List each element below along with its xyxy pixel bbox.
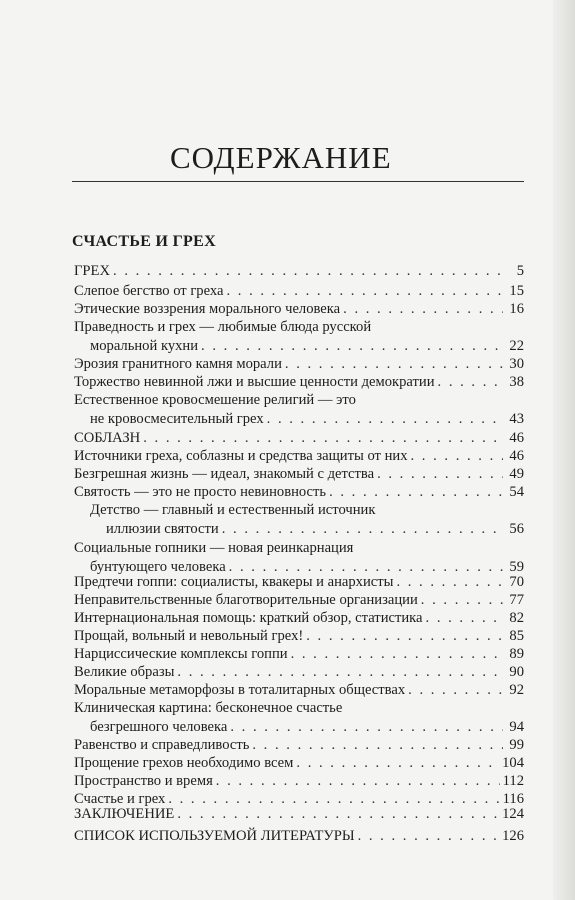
toc-entry — [74, 645, 524, 664]
toc-entry-title: СОБЛАЗН — [74, 430, 141, 446]
toc-entry — [90, 501, 524, 539]
dot-leader — [291, 645, 503, 664]
section-title: СЧАСТЬЕ И ГРЕХ — [72, 233, 216, 250]
toc-entry-title: Интернациональная помощь: краткий обзор, статистика — [74, 610, 423, 626]
toc-entry-line — [90, 501, 524, 520]
toc-page-number: 89 — [509, 646, 524, 662]
toc-entry-line — [74, 718, 524, 737]
toc-page-number: 112 — [502, 773, 524, 789]
page-title: СОДЕРЖАНИЕ — [170, 140, 392, 175]
toc-page-number: 94 — [509, 719, 524, 735]
dot-leader — [358, 827, 500, 846]
toc-entry-line — [74, 627, 524, 646]
toc-entry-line — [74, 429, 524, 448]
toc-entry — [74, 282, 524, 301]
toc-page-number: 46 — [509, 448, 524, 464]
toc-entry-title: Неправительственные благотворительные организации — [74, 592, 418, 608]
dot-leader — [408, 681, 503, 700]
toc-entry-line — [74, 373, 524, 392]
toc-page-number: 43 — [509, 411, 524, 427]
toc-page-number: 124 — [502, 806, 524, 822]
toc-entry-title: Равенство и справедливость — [74, 737, 250, 753]
toc-page-number: 56 — [509, 521, 524, 537]
dot-leader — [411, 447, 504, 466]
toc-entry — [74, 429, 524, 448]
dot-leader — [230, 718, 503, 737]
dot-leader — [252, 736, 503, 755]
dot-leader — [113, 262, 503, 281]
toc-entry — [74, 663, 524, 682]
toc-entry-line — [74, 337, 524, 356]
toc-entry-title: Этические воззрения морального человека — [74, 301, 341, 317]
dot-leader — [296, 754, 499, 773]
toc-entry — [74, 699, 524, 737]
toc-entry-line — [74, 391, 524, 410]
toc-page-number: 5 — [516, 263, 524, 279]
page-edge-shadow — [553, 0, 575, 900]
toc-entry-title: безгрешного человека — [90, 719, 228, 735]
dot-leader — [426, 609, 503, 628]
toc-entry-title: Прощение грехов необходимо всем — [74, 755, 294, 771]
toc-entry — [74, 827, 524, 846]
toc-entry-line — [74, 699, 524, 718]
title-underline — [72, 181, 524, 182]
toc-entry-title: Прощай, вольный и невольный грех! — [74, 628, 304, 644]
toc-entry-title: Слепое бегство от греха — [74, 283, 224, 299]
toc-page-number: 54 — [509, 484, 524, 500]
toc-page-number: 38 — [509, 374, 524, 390]
toc-entry — [74, 355, 524, 374]
toc-entry-line — [74, 827, 524, 846]
dot-leader — [201, 337, 503, 356]
toc-page-number: 30 — [509, 356, 524, 372]
toc-entry-title: Счастье и грех — [74, 791, 166, 807]
toc-page-number: 116 — [502, 791, 524, 807]
toc-entry — [74, 391, 524, 429]
toc-entry-title: Источники греха, соблазны и средства защиты от них — [74, 448, 408, 464]
toc-entry — [74, 447, 524, 466]
toc-entry — [74, 681, 524, 700]
toc-entry-line — [74, 355, 524, 374]
toc-entry-title: СПИСОК ИСПОЛЬЗУЕМОЙ ЛИТЕРАТУРЫ — [74, 828, 355, 844]
toc-entry — [74, 373, 524, 392]
toc-page-number: 126 — [502, 828, 524, 844]
toc-entry-line — [74, 465, 524, 484]
dot-leader — [421, 591, 503, 610]
dot-leader — [216, 772, 500, 791]
toc-entry-title: моральной кухни — [90, 338, 199, 354]
toc-entry-line — [74, 772, 524, 791]
toc-entry-title: Пространство и время — [74, 773, 213, 789]
toc-entry-title: Эрозия гранитного камня морали — [74, 356, 282, 372]
toc-entry — [74, 627, 524, 646]
toc-entry — [74, 591, 524, 610]
dot-leader — [222, 520, 503, 539]
toc-entry — [74, 754, 524, 773]
toc-entry-title: Великие образы — [74, 664, 175, 680]
toc-page-number: 104 — [502, 755, 524, 771]
dot-leader — [143, 429, 503, 448]
toc-entry-line — [74, 483, 524, 502]
dot-leader — [396, 573, 503, 592]
toc-entry-title: Естественное кровосмешение религий — это — [74, 392, 356, 408]
dot-leader — [438, 373, 503, 392]
dot-leader — [285, 355, 503, 374]
toc-entry-title: Святость — это не просто невиновность — [74, 484, 327, 500]
toc-entry — [74, 262, 524, 281]
toc-entry — [74, 736, 524, 755]
toc-entry-line — [74, 609, 524, 628]
toc-entry-title: ЗАКЛЮЧЕНИЕ — [74, 806, 175, 822]
dot-leader — [343, 300, 503, 319]
toc-entry-line — [74, 645, 524, 664]
toc-page-number: 99 — [509, 737, 524, 753]
toc-entry-title: Торжество невинной лжи и высшие ценности демократии — [74, 374, 435, 390]
toc-entry-line — [74, 410, 524, 429]
toc-entry — [74, 300, 524, 319]
toc-entry — [74, 609, 524, 628]
dot-leader — [177, 663, 503, 682]
dot-leader — [329, 483, 503, 502]
toc-page-number: 59 — [509, 559, 524, 575]
toc-entry — [74, 805, 524, 824]
toc-entry-title: Социальные гопники — новая реинкарнация — [74, 540, 354, 556]
toc-entry-line — [74, 282, 524, 301]
toc-entry-line — [74, 663, 524, 682]
toc-page-number: 77 — [509, 592, 524, 608]
toc-entry-title: Клиническая картина: бесконечное счастье — [74, 700, 343, 716]
toc-entry-title: Праведность и грех — любимые блюда русской — [74, 319, 372, 335]
toc-entry-title: бунтующего человека — [90, 559, 226, 575]
toc-entry-line — [74, 736, 524, 755]
toc-entry-title: ГРЕХ — [74, 263, 111, 279]
toc-entry — [74, 573, 524, 592]
toc-entry-line — [74, 318, 524, 337]
dot-leader — [306, 627, 503, 646]
toc-entry — [74, 772, 524, 791]
toc-entry-title: Предтечи гоппи: социалисты, квакеры и анархисты — [74, 574, 394, 590]
dot-leader — [377, 465, 503, 484]
toc-page-number: 70 — [509, 574, 524, 590]
toc-entry-title: не кровосмесительный грех — [90, 411, 264, 427]
toc-page-number: 82 — [509, 610, 524, 626]
toc-page-number: 49 — [509, 466, 524, 482]
toc-entry-title: Нарциссические комплексы гоппи — [74, 646, 288, 662]
toc-page-number: 85 — [509, 628, 524, 644]
toc-entry-line — [74, 262, 524, 281]
toc-page-number: 90 — [509, 664, 524, 680]
toc-page-number: 46 — [509, 430, 524, 446]
dot-leader — [177, 805, 499, 824]
toc-entry-line — [74, 447, 524, 466]
toc-entry-line — [74, 591, 524, 610]
toc-page-number: 16 — [509, 301, 524, 317]
toc-entry — [74, 318, 524, 356]
toc-entry-line — [74, 805, 524, 824]
toc-entry-line — [74, 539, 524, 558]
toc-entry-title: Безгрешная жизнь — идеал, знакомый с детства — [74, 466, 375, 482]
dot-leader — [267, 410, 503, 429]
toc-entry — [74, 539, 524, 577]
toc-entry-line — [74, 300, 524, 319]
toc-entry — [74, 483, 524, 502]
toc-entry-line — [74, 573, 524, 592]
toc-entry-title: Детство — главный и естественный источник — [90, 502, 376, 518]
toc-entry-title: Моральные метаморфозы в тоталитарных обществах — [74, 682, 406, 698]
toc-page-number: 22 — [509, 338, 524, 354]
toc-entry — [74, 465, 524, 484]
toc-entry-line — [74, 754, 524, 773]
toc-page-number: 15 — [509, 283, 524, 299]
toc-entry-line — [74, 681, 524, 700]
toc-page-number: 92 — [509, 682, 524, 698]
dot-leader — [226, 282, 503, 301]
toc-entry-title: иллюзии святости — [106, 521, 219, 537]
toc-entry-line — [90, 520, 524, 539]
